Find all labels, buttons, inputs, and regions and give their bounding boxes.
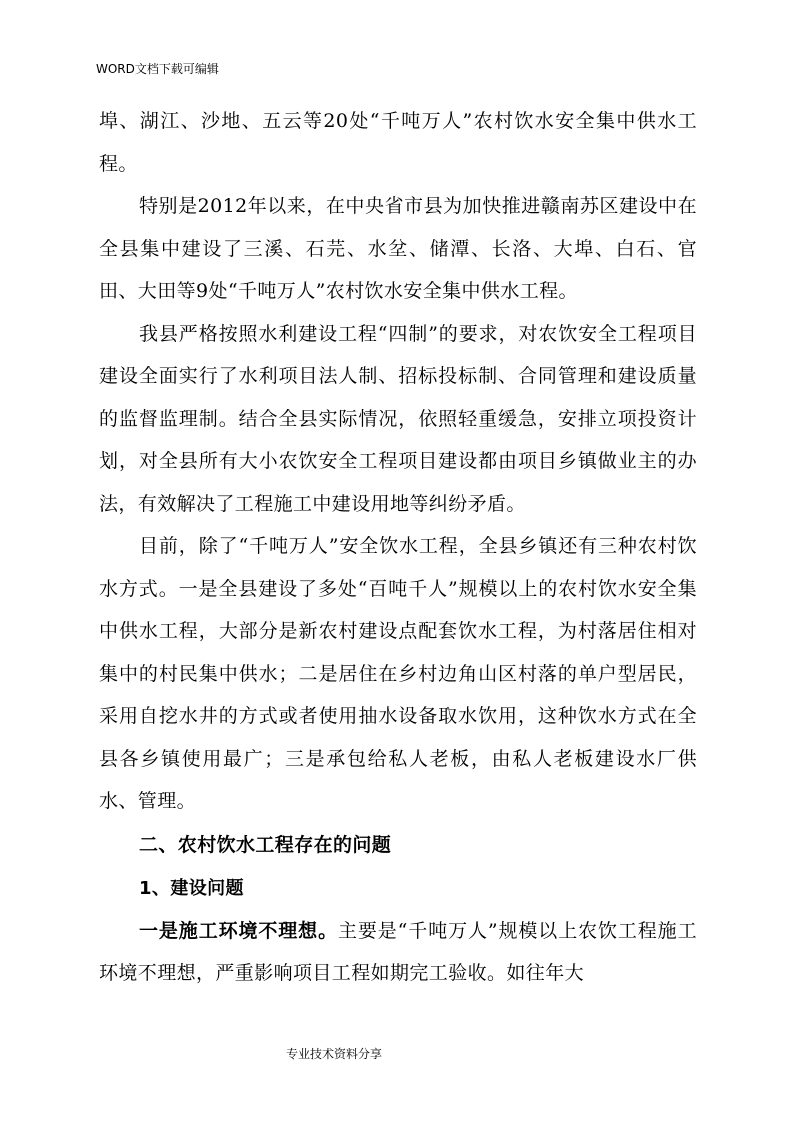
paragraph-drinking-water-methods: 目前，除了“千吨万人”安全饮水工程，全县乡镇还有三种农村饮水方式。一是全县建设了多处“百吨千人”规模以上的农村饮水安全集中供水工程，大部分是新农村建设点配套饮水工程，为村落居住相对集中的村民集中供水；二是居住在乡村边角山区村落的单户型居民，采用自挖水井的方式或者使用抽水设备取水饮用，这种饮水方式在全县各乡镇使用最广；三是承包给私人老板，由私人老板建设水厂供水、管理。 <box>99 535 697 812</box>
paragraph-since-2012: 特别是2012年以来，在中央省市县为加快推进赣南苏区建设中在全县集中建设了三溪、石芫、水坌、储潭、长洛、大埠、白石、官田、大田等9处“千吨万人”农村饮水安全集中供水工程。 <box>99 195 697 302</box>
paragraph-body-text: 主要是“千吨万人”规模以上农饮工程施工环境不理想，严重影响项目工程如期完工验收。如往年大 <box>99 919 697 984</box>
document-body <box>99 100 697 995</box>
paragraph-continued: 埠、湖江、沙地、五云等20处“千吨万人”农村饮水安全集中供水工程。 <box>99 110 697 175</box>
paragraph-construction-environment <box>99 910 697 995</box>
section-heading: 二、农村饮水工程存在的问题 <box>139 833 392 856</box>
paragraph-lead-phrase: 一是施工环境不理想。 <box>139 919 338 942</box>
subsection-heading: 1、建设问题 <box>139 877 244 899</box>
paragraph-four-systems: 我县严格按照水利建设工程“四制”的要求，对农饮安全工程项目建设全面实行了水利项目法人制、招标投标制、合同管理和建设质量的监督监理制。结合全县实际情况，依照轻重缓急，安排立项投资计划，对全县所有大小农饮安全工程项目建设都由项目乡镇做业主的办法，有效解决了工程施工中建设用地等纠纷矛盾。 <box>99 322 697 515</box>
page-header: WORD文档下载可编辑 <box>96 62 219 76</box>
page-footer: 专业技术资料分享 <box>286 1047 383 1061</box>
